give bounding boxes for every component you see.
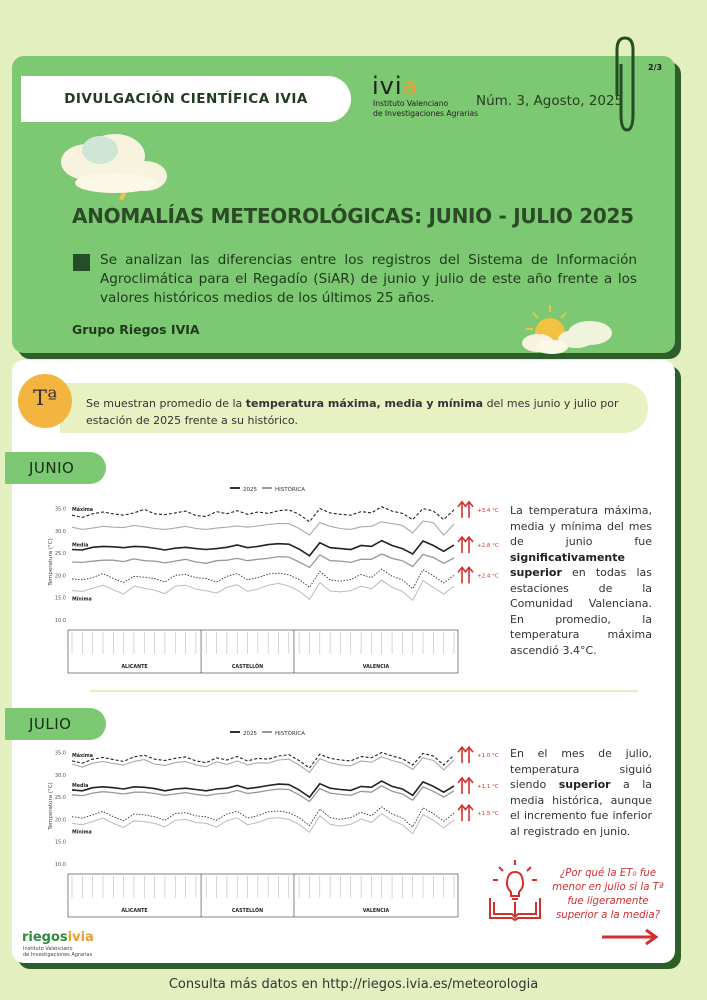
july-series-label: Máxima bbox=[72, 753, 93, 759]
june-temperature-chart bbox=[40, 480, 510, 675]
june-ytick: 20.0 bbox=[54, 573, 66, 580]
june-ytick: 30.0 bbox=[54, 528, 66, 535]
june-series-label: Máxima bbox=[72, 508, 93, 514]
june-ytick: 10.0 bbox=[54, 618, 66, 624]
riegos-logo-subtitle: Instituto Valenciano de Investigaciones Agrarias bbox=[23, 946, 93, 958]
arrow-right-icon[interactable] bbox=[600, 927, 660, 947]
july-anomaly-arrow bbox=[458, 778, 473, 794]
july-legend-2025: 2025 bbox=[243, 731, 257, 737]
july-series-1 bbox=[72, 757, 454, 773]
july-anomaly-arrow bbox=[458, 805, 473, 821]
june-series-label: Media bbox=[72, 543, 89, 549]
july-ytick: 15.0 bbox=[54, 839, 66, 846]
june-anomaly-arrow bbox=[458, 537, 473, 553]
july-ytick: 25.0 bbox=[54, 795, 66, 802]
riegos-ivia-logo: riegosivia bbox=[22, 930, 94, 945]
ivia-logo-subtitle: Instituto Valenciano de Investigaciones Agrarias bbox=[373, 99, 479, 118]
june-anomaly-arrow bbox=[458, 567, 473, 583]
june-series-label: Mínima bbox=[72, 597, 92, 603]
june-description: La temperatura máxima, media y mínima del mes de junio fue significativamente superior en todas las estaciones de la Comunidad Valenciana. En promedio, la temperatura máxima ascendió 3.4°C. bbox=[510, 504, 652, 657]
july-anomaly-arrow bbox=[458, 747, 473, 763]
intro-bullet bbox=[73, 254, 90, 271]
june-series-3 bbox=[72, 554, 454, 567]
temperature-badge: Tª bbox=[18, 374, 72, 428]
july-ytick: 30.0 bbox=[54, 772, 66, 779]
intro-text: Se analizan las diferencias entre los registros del Sistema de Información Agroclimática para el Regadío (SiAR) de junio y julio de este año frente a los valores históricos medios de los últimos 25 años. bbox=[100, 252, 637, 306]
june-anomaly-value: +2.4 °C bbox=[477, 573, 499, 580]
page-number: 2/3 bbox=[648, 63, 663, 72]
june-series-2 bbox=[72, 541, 454, 556]
author-group: Grupo Riegos IVIA bbox=[72, 322, 200, 337]
june-ytick: 25.0 bbox=[54, 551, 66, 558]
june-anomaly-arrow bbox=[458, 502, 473, 518]
july-anomaly-value: +1.5 °C bbox=[477, 811, 499, 818]
july-group-label: ALICANTE bbox=[121, 909, 148, 914]
july-anomaly-value: +1.1 °C bbox=[477, 783, 499, 790]
june-group-label: ALICANTE bbox=[121, 665, 148, 670]
june-label: JUNIO bbox=[29, 459, 75, 477]
july-series-5 bbox=[72, 814, 454, 834]
section-divider bbox=[90, 690, 638, 692]
july-series-0 bbox=[72, 753, 454, 769]
june-ytick: 35.0 bbox=[54, 506, 66, 513]
july-ytick: 35.0 bbox=[54, 750, 66, 757]
june-legend-historic: HISTÓRICA bbox=[275, 487, 305, 493]
july-group-label: VALENCIA bbox=[362, 909, 390, 914]
july-temperature-chart bbox=[40, 724, 510, 920]
june-group-label: VALENCIA bbox=[362, 665, 390, 670]
july-ylabel: Temperatura (°C) bbox=[48, 782, 54, 830]
sun-cloud-illustration bbox=[514, 303, 616, 355]
july-series-label: Media bbox=[72, 783, 89, 789]
ivia-logo: ivia bbox=[372, 72, 419, 100]
july-series-2 bbox=[72, 781, 454, 797]
june-series-0 bbox=[72, 507, 454, 522]
idea-book-icon bbox=[486, 858, 544, 924]
july-legend-historic: HISTÓRICA bbox=[275, 731, 305, 737]
june-legend-2025: 2025 bbox=[243, 487, 257, 493]
july-group-label: CASTELLÓN bbox=[231, 909, 264, 914]
header-label: DIVULGACIÓN CIENTÍFICA IVIA bbox=[64, 91, 308, 107]
header-label-pill bbox=[21, 76, 351, 122]
june-series-1 bbox=[72, 521, 454, 535]
cloud-lightning-illustration bbox=[55, 128, 180, 203]
june-anomaly-value: +3.4 °C bbox=[477, 507, 499, 514]
paperclip-icon bbox=[612, 34, 642, 134]
july-label: JULIO bbox=[29, 715, 72, 733]
july-anomaly-value: +1.0 °C bbox=[477, 753, 499, 760]
july-ytick: 20.0 bbox=[54, 817, 66, 824]
june-ytick: 15.0 bbox=[54, 595, 66, 602]
page-title: ANOMALÍAS METEOROLÓGICAS: JUNIO - JULIO 2025 bbox=[72, 204, 634, 228]
june-ylabel: Temperatura (°C) bbox=[48, 538, 54, 586]
june-series-4 bbox=[72, 569, 454, 589]
june-anomaly-value: +2.8 °C bbox=[477, 543, 499, 550]
july-description: En el mes de julio, temperatura siguió siendo superior a la media histórica, aunque el incremento fue inferior al registrado en junio. bbox=[510, 747, 652, 838]
july-series-label: Mínima bbox=[72, 830, 92, 836]
june-series-5 bbox=[72, 580, 454, 600]
temperature-intro-text: Se muestran promedio de la temperatura máxima, media y mínima del mes junio y julio por estación de 2025 frente a su histórico. bbox=[86, 397, 619, 427]
footer-link[interactable]: Consulta más datos en http://riegos.ivia.es/meteorologia bbox=[168, 977, 539, 992]
june-group-label: CASTELLÓN bbox=[231, 665, 264, 670]
question-callout: ¿Por qué la ET₀ fue menor en julio si la Tª fue ligeramente superior a la media? bbox=[552, 868, 664, 921]
july-ytick: 10.0 bbox=[54, 862, 66, 868]
issue-number: Núm. 3, Agosto, 2025 bbox=[476, 93, 624, 109]
